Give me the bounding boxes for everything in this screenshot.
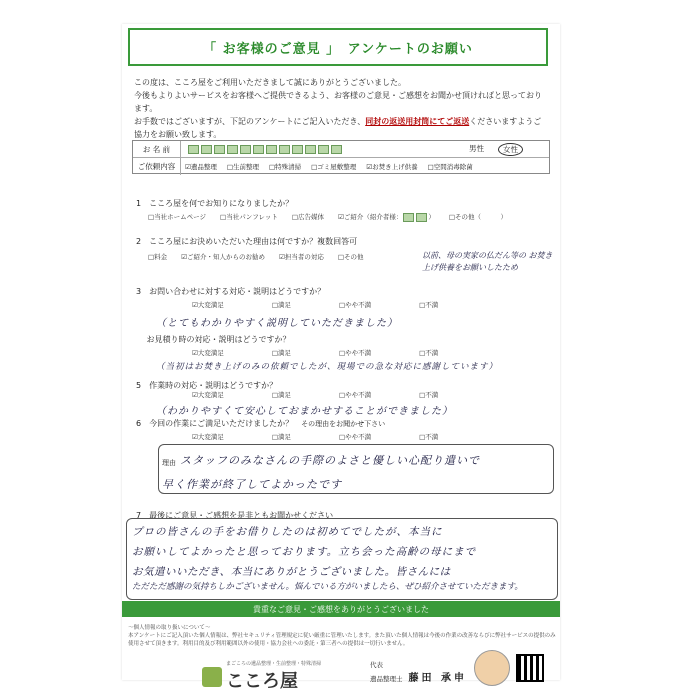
q5-ratings[interactable] bbox=[192, 390, 438, 399]
representative bbox=[370, 660, 467, 684]
intro-line-2: 今後もよりよいサービスをお客様へご提供できるよう、お客様のご意見・ご感想をお聞かせ頂ければと思っております。 bbox=[134, 91, 542, 113]
q5-handwritten: （わかりやすくて安心しておまかせすることができました） bbox=[156, 406, 453, 417]
request-opt-1[interactable]: ☑遺品整理 bbox=[185, 163, 217, 171]
intro-text bbox=[134, 76, 544, 141]
q4-rating-1[interactable]: ☑大変満足 bbox=[192, 349, 224, 357]
privacy-title: ～個人情報の取り扱いについて～ bbox=[128, 625, 211, 631]
request-opt-6[interactable]: □空間消毒除菌 bbox=[427, 163, 473, 171]
logo-tagline: まごころの遺品整理・生前整理・特殊清掃 bbox=[226, 661, 322, 667]
question-4: お見積り時の対応・説明はどうですか？ bbox=[136, 335, 291, 344]
question-1: 1 こころ屋を何でお知りになりましたか？ bbox=[136, 199, 294, 208]
rep-title: 代表 bbox=[370, 661, 383, 669]
q5-rating-4[interactable]: □不満 bbox=[419, 391, 439, 399]
q6-rating-4[interactable]: □不満 bbox=[419, 433, 439, 441]
request-options[interactable] bbox=[181, 162, 549, 171]
intro-emphasis: 同封の返送用封筒にてご返送 bbox=[365, 117, 470, 126]
q2-opt-2[interactable]: ☑ご紹介・知人からのお勧め bbox=[181, 253, 265, 261]
intro-line-3 bbox=[134, 115, 544, 141]
gender-female-selected[interactable]: 女性 bbox=[498, 143, 523, 156]
rep-role: 遺品整理士 bbox=[370, 675, 403, 683]
company-logo bbox=[202, 660, 321, 693]
name-row bbox=[133, 141, 549, 158]
question-3: 3 お問い合わせに対する対応・説明はどうですか？ bbox=[136, 287, 326, 296]
question-5: 5 作業時の対応・説明はどうですか？ bbox=[136, 381, 278, 390]
q6-rating-1[interactable]: ☑大変満足 bbox=[192, 433, 224, 441]
q7-handwritten-3: お気遣いいただき、本当にありがとうございました。皆さんには bbox=[132, 566, 451, 578]
privacy-notice bbox=[128, 624, 558, 648]
intro-line-3a: お手数ではございますが、下記のアンケートにご記入いただき、 bbox=[134, 117, 366, 126]
request-opt-3[interactable]: □特殊清掃 bbox=[268, 163, 302, 171]
q2-handwritten: 以前、母の実家の仏だん等の お焚き上げ供養をお願いしたため bbox=[422, 251, 553, 272]
customer-info-table bbox=[132, 140, 550, 174]
request-opt-5[interactable]: ☑お焚き上げ供養 bbox=[366, 163, 418, 171]
q3-rating-2[interactable]: □満足 bbox=[271, 301, 291, 309]
survey-sheet bbox=[122, 24, 560, 692]
q7-handwritten-4: ただただ感謝の気持ちしかございません。悩んでいる方がいましたら、ぜひ紹介させていただきます。 bbox=[132, 582, 523, 592]
q3-ratings[interactable] bbox=[192, 300, 438, 309]
q3-rating-1[interactable]: ☑大変満足 bbox=[192, 301, 224, 309]
q1-opt-5[interactable]: □その他（ ） bbox=[448, 213, 508, 221]
thank-you-band: 貴重なご意見・ご感想をありがとうございました bbox=[122, 601, 560, 617]
q4-handwritten: （当初はお焚き上げのみの依頼でしたが、現場での急な対応に感謝しています） bbox=[156, 362, 499, 372]
question-7: 7 最後にご意見・ご感想を是非ともお聞かせください bbox=[136, 511, 334, 520]
q3-rating-4[interactable]: □不満 bbox=[419, 301, 439, 309]
q3-rating-3[interactable]: □やや不満 bbox=[338, 301, 372, 309]
request-label: ご依頼内容 bbox=[133, 158, 181, 175]
qr-code-icon bbox=[516, 654, 544, 682]
q1-opt-4[interactable]: ☑ご紹介（紹介者様： ） bbox=[338, 213, 435, 221]
q4-ratings[interactable] bbox=[192, 348, 438, 357]
representative-avatar bbox=[474, 650, 510, 686]
gender-field[interactable] bbox=[469, 143, 549, 156]
privacy-text: 本アンケートにご記入頂いた個人情報は、弊社セキュリティ管理規定に従い厳重に管理いたします。また頂いた個人情報は今後の作業の改善ならびに弊社サービスの提供のみ使用させて頂きます。利用目的及び利用範囲以外の使用・協力会社への委託・第三者への提供は一切行いません。 bbox=[128, 633, 556, 647]
name-label: お 名 前 bbox=[133, 141, 181, 157]
q5-rating-3[interactable]: □やや不満 bbox=[338, 391, 372, 399]
q2-options[interactable] bbox=[148, 252, 363, 261]
q6-rating-2[interactable]: □満足 bbox=[271, 433, 291, 441]
rep-name: 藤田 承申 bbox=[408, 673, 467, 684]
logo-text: こころ屋 bbox=[226, 671, 298, 692]
name-field[interactable] bbox=[181, 144, 469, 154]
survey-title: 「 お客様のご意見 」 アンケートのお願い bbox=[128, 28, 548, 66]
question-6: 6 今回の作業にご満足いただけましたか？ その理由をお聞かせ下さい bbox=[136, 419, 386, 428]
q1-opt-3[interactable]: □広告媒体 bbox=[291, 213, 325, 221]
q2-opt-3[interactable]: ☑担当者の対応 bbox=[278, 253, 324, 261]
q2-opt-4[interactable]: □その他 bbox=[337, 253, 364, 261]
q3-handwritten: （とてもわかりやすく説明していただきました） bbox=[156, 318, 398, 329]
request-opt-4[interactable]: □ゴミ屋敷整理 bbox=[311, 163, 357, 171]
q1-opt-2[interactable]: □当社パンフレット bbox=[220, 213, 278, 221]
q4-rating-3[interactable]: □やや不満 bbox=[338, 349, 372, 357]
request-row bbox=[133, 158, 549, 175]
q5-rating-1[interactable]: ☑大変満足 bbox=[192, 391, 224, 399]
intro-line-3c: くださいますようご協力をお願い致します。 bbox=[134, 117, 542, 139]
q4-rating-2[interactable]: □満足 bbox=[271, 349, 291, 357]
q7-handwritten-1: プロの皆さんの手をお借りしたのは初めてでしたが、本当に bbox=[132, 526, 443, 538]
reason-label: 理由 bbox=[162, 459, 176, 467]
q1-opt-1[interactable]: □当社ホームページ bbox=[148, 213, 207, 221]
q1-options[interactable] bbox=[148, 212, 507, 222]
q6-handwritten-1: スタッフのみなさんの手際のよさと優しい心配り遣いで bbox=[180, 454, 480, 467]
question-2: 2 こころ屋にお決めいただいた理由は何ですか？複数回答可 bbox=[136, 237, 358, 246]
q5-rating-2[interactable]: □満足 bbox=[271, 391, 291, 399]
q6-ratings[interactable] bbox=[192, 432, 438, 441]
q4-rating-4[interactable]: □不満 bbox=[419, 349, 439, 357]
q7-handwritten-2: お願いしてよかったと思っております。立ち会った高齢の母にまで bbox=[132, 546, 477, 558]
intro-line-1: この度は、こころ屋をご利用いただきまして誠にありがとうございました。 bbox=[134, 78, 406, 87]
q2-opt-1[interactable]: □料金 bbox=[148, 253, 168, 261]
q6-rating-3[interactable]: □やや不満 bbox=[338, 433, 372, 441]
box-logo-icon bbox=[202, 667, 222, 687]
gender-male[interactable]: 男性 bbox=[469, 143, 484, 153]
request-opt-2[interactable]: □生前整理 bbox=[226, 163, 259, 171]
q6-handwritten-2: 早く作業が終了してよかったです bbox=[162, 478, 342, 491]
